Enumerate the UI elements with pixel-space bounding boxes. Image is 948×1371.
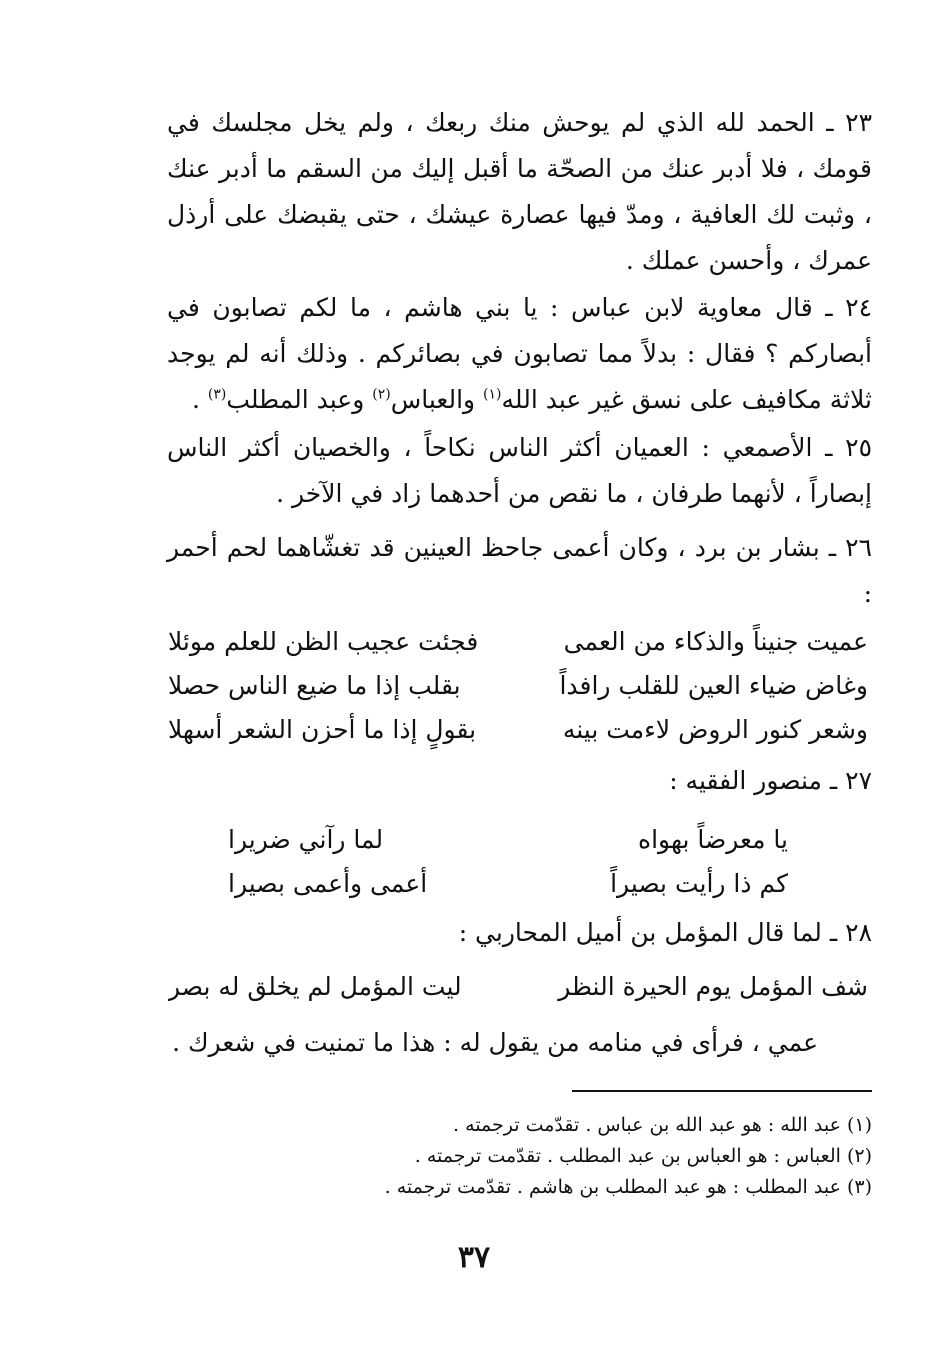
footnote-ref-3: (٣) [207, 386, 227, 403]
paragraph-26-text: ٢٦ ـ بشار بن برد ، وكان أعمى جاحظ العينين قد تغشّاهما لحم أحمر : [167, 533, 872, 608]
paragraph-24-mid: والعباس [390, 385, 484, 414]
paragraph-25-text: ٢٥ ـ الأصمعي : العميان أكثر الناس نكاحاً ، والخصيان أكثر الناس إبصاراً ، لأنهما طرفان ، ما نقص من أحدهما زاد في الآخر . [167, 433, 872, 508]
poem-first-hemistich: كم ذا رأيت بصيراً [610, 869, 788, 898]
poem-second-hemistich: ليت المؤمل لم يخلق له بصر [168, 972, 462, 1001]
poem-first-hemistich: وغاض ضياء العين للقلب رافداً [559, 671, 868, 700]
poem-27 [228, 818, 788, 906]
poem-second-hemistich: بقولٍ إذا ما أحزن الشعر أسهلا [168, 715, 477, 744]
footnote-separator [572, 1090, 872, 1092]
paragraph-26 [167, 525, 872, 617]
poem-second-hemistich: فجئت عجيب الظن للعلم موئلا [168, 627, 479, 656]
poem-26-line [168, 620, 868, 664]
poem-second-hemistich: بقلب إذا ما ضيع الناس حصلا [168, 671, 461, 700]
paragraph-23 [167, 100, 872, 284]
poem-28-line [168, 965, 868, 1009]
poem-26 [168, 620, 868, 752]
paragraph-24-text [167, 285, 872, 423]
paragraph-24-mid2: وعبد المطلب [226, 385, 373, 414]
poem-first-hemistich: عميت جنيناً والذكاء من العمى [563, 627, 868, 656]
paragraph-24-body: ٢٤ ـ قال معاوية لابن عباس : يا بني هاشم ، ما لكم تصابون في أبصاركم ؟ فقال : بدلاً مما تصابون في بصائركم . وذلك أنه لم يوجد ثلاثة مكافيف على نسق غير عبد الله [167, 293, 872, 414]
paragraph-28 [167, 910, 872, 956]
poem-second-hemistich: لما رآني ضريرا [228, 825, 384, 854]
poem-28 [168, 965, 868, 1009]
paragraph-24-end: . [191, 385, 208, 414]
paragraph-28-continued [168, 1020, 818, 1066]
footnote-ref-2: (٢) [372, 386, 391, 403]
paragraph-24 [167, 285, 872, 423]
footnote-3: (٣) عبد المطلب : هو عبد المطلب بن هاشم . تقدّمت ترجمته . [384, 1176, 872, 1198]
paragraph-28-text: ٢٨ ـ لما قال المؤمل بن أميل المحاربي : [458, 918, 872, 947]
poem-26-line [168, 708, 868, 752]
footnote-2: (٢) العباس : هو العباس بن عبد المطلب . تقدّمت ترجمته . [414, 1145, 872, 1167]
poem-first-hemistich: وشعر كنور الروض لاءمت بينه [562, 715, 868, 744]
paragraph-27-text: ٢٧ ـ منصور الفقيه : [669, 766, 872, 795]
poem-second-hemistich: أعمى وأعمى بصيرا [228, 869, 428, 898]
footnotes [167, 1110, 872, 1203]
paragraph-25 [167, 425, 872, 517]
paragraph-28-after-text: عمي ، فرأى في منامه من يقول له : هذا ما تمنيت في شعرك . [172, 1028, 818, 1057]
poem-27-line [228, 862, 788, 906]
poem-27-line [228, 818, 788, 862]
poem-26-line [168, 664, 868, 708]
poem-first-hemistich: شف المؤمل يوم الحيرة النظر [558, 972, 868, 1001]
paragraph-27 [167, 758, 872, 804]
footnote-ref-1: (١) [483, 386, 502, 403]
paragraph-23-text: ٢٣ ـ الحمد لله الذي لم يوحش منك ربعك ، ولم يخل مجلسك في قومك ، فلا أدبر عنك من الصحّة ما أقبل إليك من السقم ما أدبر عنك ، وثبت لك العافية ، ومدّ فيها عصارة عيشك ، حتى يقبضك على أرذل عمرك ، وأحسن عملك . [167, 108, 872, 275]
poem-first-hemistich: يا معرضاً بهواه [638, 825, 788, 854]
page-number: ٣٧ [457, 1240, 491, 1275]
footnote-1: (١) عبد الله : هو عبد الله بن عباس . تقدّمت ترجمته . [453, 1114, 872, 1136]
